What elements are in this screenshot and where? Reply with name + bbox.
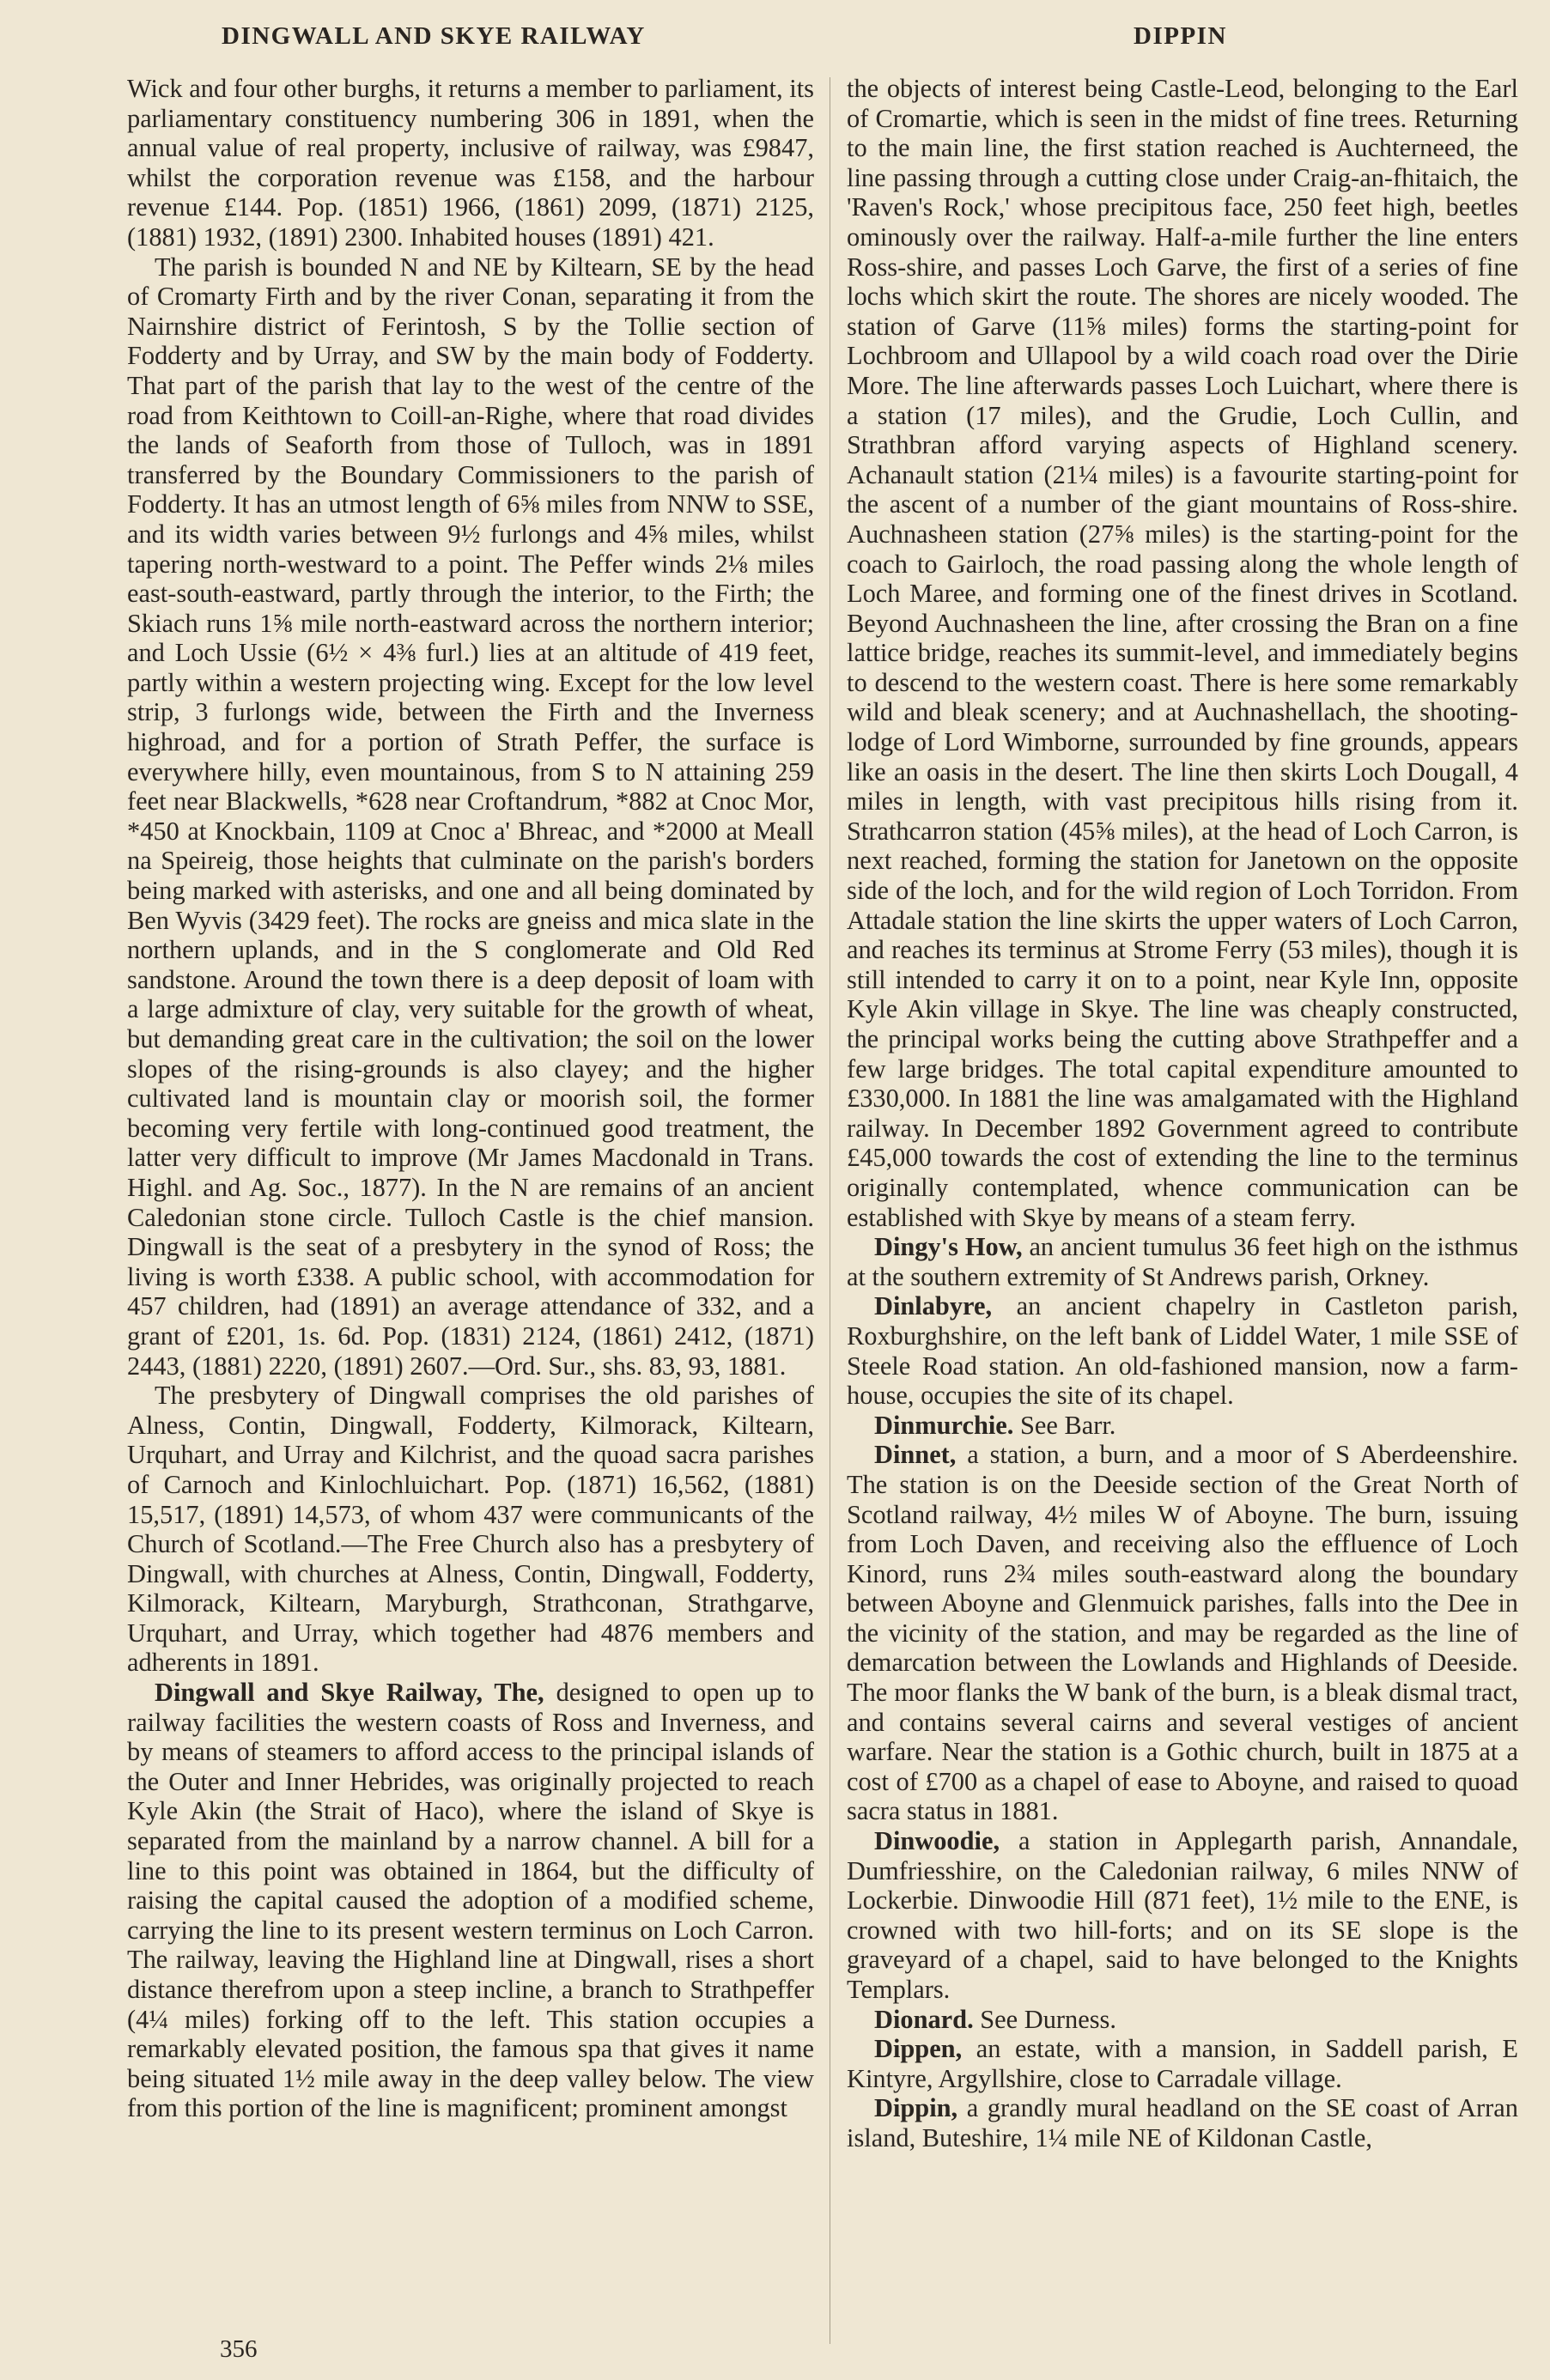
entry-term: Dinwoodie,: [874, 1826, 1000, 1856]
gazetteer-entry: Dingwall and Skye Railway, The, designed to open up to railway facilities the western coasts of Ross and Inverness, and by means of steamers to afford access to the principal islands of the Outer and Inner Hebrides, was originally projected to reach Kyle Akin (the Strait of Haco), where the island of Skye is separated from the mainland by a narrow channel. A bill for a line to this point was obtained in 1864, but the difficulty of raising the capital caused the adoption of a modified scheme, carrying the line to its present western terminus on Loch Carron. The railway, leaving the Highland line at Dingwall, rises a short distance therefrom upon a steep incline, a branch to Strathpeffer (4¼ miles) forking off to the left. This station occupies a remarkably elevated position, the famous spa that gives it name being situated 1½ mile away in the deep valley below. The view from this portion of the line is magnificent; prominent amongst: [127, 1678, 814, 2123]
entry-term: Dingy's How,: [874, 1232, 1023, 1262]
entry-term: Dinlabyre,: [874, 1291, 993, 1321]
page-number: 356: [220, 2335, 258, 2363]
paragraph: Wick and four other burghs, it returns a member to parliament, its parliamentary constituency numbering 306 in 1891, when the annual value of real property, inclusive of railway, was £9847, whilst the corporation revenue was £158, and the harbour revenue £144. Pop. (1851) 1966, (1861) 2099, (1871) 2125, (1881) 1932, (1891) 2300. Inhabited houses (1891) 421.: [127, 74, 814, 252]
paragraph: The parish is bounded N and NE by Kiltearn, SE by the head of Cromarty Firth and by the river Conan, separating it from the Nairnshire district of Ferintosh, S by the Tollie section of Fodderty and by Urray, and SW by the main body of Fodderty. That part of the parish that lay to the west of the centre of the road from Keithtown to Coill-an-Righe, where that road divides the lands of Seaforth from those of Tulloch, was in 1891 transferred by the Boundary Commissioners to the parish of Fodderty. It has an utmost length of 6⅝ miles from NNW to SSE, and its width varies between 9½ furlongs and 4⅝ miles, whilst tapering north-westward to a point. The Peffer winds 2⅛ miles east-south-eastward, partly through the interior, to the Firth; the Skiach runs 1⅝ mile north-eastward across the northern interior; and Loch Ussie (6½ × 4⅜ furl.) lies at an altitude of 419 feet, partly within a western projecting wing. Except for the low level strip, 3 furlongs wide, between the Firth and the Inverness highroad, and for a portion of Strath Peffer, the surface is everywhere hilly, even mountainous, from S to N attaining 259 feet near Blackwells, *628 near Croftandrum, *882 at Cnoc Mor, *450 at Knockbain, 1109 at Cnoc a' Bhreac, and *2000 at Meall na Speireig, those heights that culminate on the parish's borders being marked with asterisks, and one and all being dominated by Ben Wyvis (3429 feet). The rocks are gneiss and mica slate in the northern uplands, and in the S conglomerate and Old Red sandstone. Around the town there is a deep deposit of loam with a large admixture of clay, very suitable for the growth of wheat, but demanding great care in the cultivation; the soil on the lower slopes of the rising-grounds is also clayey; and the higher cultivated land is mountain clay or moorish soil, the former becoming very fertile with long-continued good treatment, the latter very difficult to improve (Mr James Macdonald in Trans. Highl. and Ag. Soc., 1877). In the N are remains of an ancient Caledonian stone circle. Tulloch Castle is the chief mansion. Dingwall is the seat of a presbytery in the synod of Ross; the living is worth £338. A public school, with accommodation for 457 children, had (1891) an average attendance of 332, and a grant of £201, 1s. 6d. Pop. (1831) 2124, (1861) 2412, (1871) 2443, (1881) 2220, (1891) 2607.—Ord. Sur., shs. 83, 93, 1881.: [127, 252, 814, 1381]
entry-term: Dionard.: [874, 2004, 974, 2034]
paragraph: the objects of interest being Castle-Leod, belonging to the Earl of Cromartie, which is seen in the midst of fine trees. Returning to the main line, the first station reached is Auchterneed, the line passing through a cutting close under Craig-an-fhitaich, the 'Raven's Rock,' whose precipitous face, 250 feet high, beetles ominously over the railway. Half-a-mile further the line enters Ross-shire, and passes Loch Garve, the first of a series of fine lochs which skirt the route. The shores are nicely wooded. The station of Garve (11⅝ miles) forms the starting-point for Lochbroom and Ullapool by a wild coach road over the Dirie More. The line afterwards passes Loch Luichart, where there is a station (17 miles), and the Grudie, Loch Cullin, and Strathbran afford varying aspects of Highland scenery. Achanault station (21¼ miles) is a favourite starting-point for the ascent of a number of the giant mountains of Ross-shire. Auchnasheen station (27⅝ miles) is the starting-point for the coach to Gairloch, the road passing along the whole length of Loch Maree, and forming one of the finest drives in Scotland. Beyond Auchnasheen the line, after crossing the Bran on a fine lattice bridge, reaches its summit-level, and immediately begins to descend to the western coast. There is here some remarkably wild and bleak scenery; and at Auchnashellach, the shooting-lodge of Lord Wimborne, surrounded by fine grounds, appears like an oasis in the desert. The line then skirts Loch Dougall, 4 miles in length, with vast precipitous hills rising from it. Strathcarron station (45⅝ miles), at the head of Loch Carron, is next reached, forming the station for Janetown on the opposite side of the loch, and for the wild region of Loch Torridon. From Attadale station the line skirts the upper waters of Loch Carron, and reaches its terminus at Strome Ferry (53 miles), though it is still intended to carry it on to a point, near Kyle Inn, opposite Kyle Akin village in Skye. The line was cheaply constructed, the principal works being the cutting above Strathpeffer and a few large bridges. The total capital expenditure amounted to £330,000. In 1881 the line was amalgamated with the Highland railway. In December 1892 Government agreed to contribute £45,000 towards the cost of extending the line to the terminus originally contemplated, whence communication can be established with Skye by means of a steam ferry.: [847, 74, 1518, 1232]
gazetteer-entry: Dinnet, a station, a burn, and a moor of S Aberdeenshire. The station is on the Deeside section of the Great North of Scotland railway, 4½ miles W of Aboyne. The burn, issuing from Loch Daven, and receiving also the effluence of Loch Kinord, runs 2¾ miles south-eastward along the boundary between Aboyne and Glenmuick parishes, falls into the Dee in the vicinity of the station, and may be regarded as the line of demarcation between the Lowlands and Highlands of Deeside. The moor flanks the W bank of the burn, is a bleak dismal tract, and contains several cairns and several vestiges of ancient warfare. Near the station is a Gothic church, built in 1875 at a cost of £700 as a chapel of ease to Aboyne, and raised to quoad sacra status in 1881.: [847, 1440, 1518, 1826]
entry-term: Dippen,: [874, 2034, 963, 2064]
entry-term: Dippin,: [874, 2093, 958, 2123]
gazetteer-entry: Dinmurchie. See Barr.: [874, 1410, 1116, 1440]
gazetteer-entry: Dinwoodie, a station in Applegarth parish, Annandale, Dumfriesshire, on the Caledonian railway, 6 miles NNW of Lockerbie. Dinwoodie Hill (871 feet), 1½ mile to the ENE, is crowned with two hill-forts; and on its SE slope is the graveyard of a chapel, said to have belonged to the Knights Templars.: [847, 1826, 1518, 2004]
entry-term: Dinmurchie.: [874, 1410, 1014, 1440]
entry-term: Dinnet,: [874, 1440, 957, 1470]
gazetteer-entry: Dinlabyre, an ancient chapelry in Castleton parish, Roxburghshire, on the left bank of Liddel Water, 1 mile SSE of Steele Road station. An old-fashioned mansion, now a farm-house, occupies the site of its chapel.: [847, 1291, 1518, 1411]
right-column: [847, 74, 1518, 2153]
gazetteer-entry: Dippin, a grandly mural headland on the SE coast of Arran island, Buteshire, 1¼ mile NE of Kildonan Castle,: [847, 2093, 1518, 2152]
left-column: [127, 74, 814, 2123]
gazetteer-entry: Dingy's How, an ancient tumulus 36 feet high on the isthmus at the southern extremity of St Andrews parish, Orkney.: [847, 1232, 1518, 1291]
running-header-left: DINGWALL AND SKYE RAILWAY: [222, 22, 646, 50]
paragraph: The presbytery of Dingwall comprises the old parishes of Alness, Contin, Dingwall, Fodderty, Kilmorack, Kiltearn, Urquhart, and Urray and Kilchrist, and the quoad sacra parishes of Carnoch and Kinlochluichart. Pop. (1871) 16,562, (1881) 15,517, (1891) 14,573, of whom 437 were communicants of the Church of Scotland.—The Free Church also has a presbytery of Dingwall, with churches at Alness, Contin, Dingwall, Fodderty, Kilmorack, Kiltearn, Maryburgh, Strathconan, Strathgarve, Urquhart, and Urray, which together had 4876 members and adherents in 1891.: [127, 1381, 814, 1678]
entry-term: Dingwall and Skye Railway, The,: [155, 1678, 544, 1708]
gazetteer-entry: Dionard. See Durness.: [874, 2004, 1116, 2034]
gazetteer-entry: Dippen, an estate, with a mansion, in Saddell parish, E Kintyre, Argyllshire, close to Carradale village.: [847, 2034, 1518, 2093]
running-header-right: DIPPIN: [1134, 22, 1227, 50]
